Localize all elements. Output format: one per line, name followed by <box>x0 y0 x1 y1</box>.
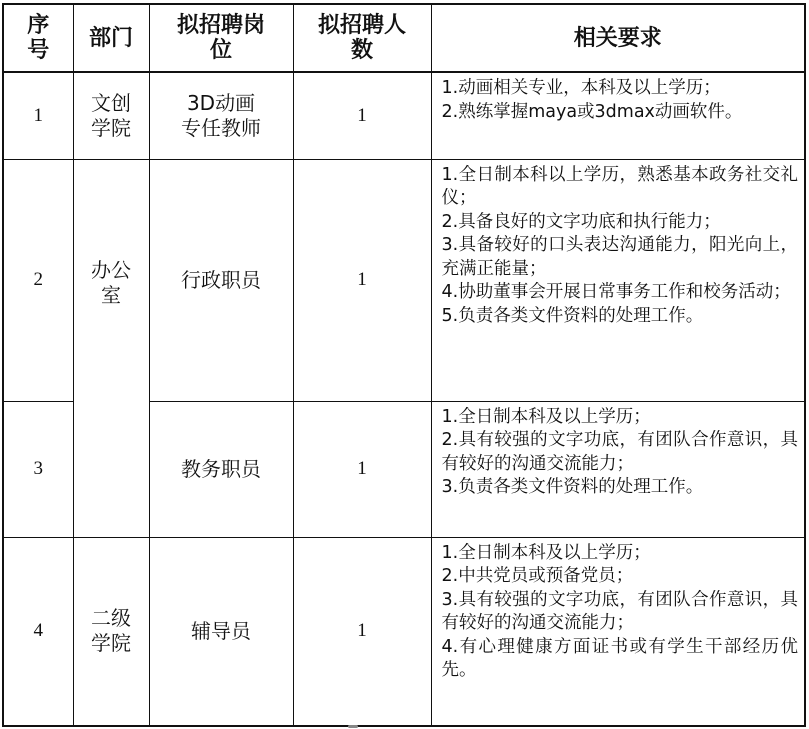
row-number: 2 <box>3 159 73 401</box>
header-position-line: 拟招聘岗 <box>176 13 265 38</box>
department-line: 学院 <box>91 631 131 656</box>
header-requirements-text: 相关要求 <box>573 25 662 51</box>
header-position-line: 位 <box>209 38 232 63</box>
department-line: 二级 <box>91 606 131 631</box>
table-row <box>3 537 805 726</box>
department-line: 学院 <box>91 115 131 140</box>
header-position <box>149 4 293 72</box>
requirement-line: 3.具有较强的文字功底，有团队合作意识，具有较好的沟通交流能力； <box>441 589 798 633</box>
requirement-line: 1.全日制本科及以上学历； <box>441 406 651 427</box>
department-cell <box>73 72 149 159</box>
header-row <box>3 4 805 72</box>
department-cell <box>73 159 149 537</box>
page-edge-mark <box>348 725 358 728</box>
requirement-line: 2.熟练掌握maya或3dmax动画软件。 <box>441 101 743 122</box>
row-number: 3 <box>3 401 73 537</box>
requirement-line: 2.具有较强的文字功底，有团队合作意识，具有较好的沟通交流能力； <box>441 430 798 474</box>
header-requirements <box>431 4 805 72</box>
header-no-line: 序 <box>27 13 50 38</box>
position-line: 辅导员 <box>191 618 251 643</box>
position-cell <box>149 72 293 159</box>
department-cell <box>73 537 149 726</box>
row-number: 1 <box>3 72 73 159</box>
requirement-line: 1.全日制本科以上学历，熟悉基本政务社交礼仪； <box>441 164 798 208</box>
header-no <box>3 4 73 72</box>
requirements-cell <box>431 72 805 159</box>
header-no-line: 号 <box>27 38 50 63</box>
position-line: 专任教师 <box>181 115 261 140</box>
position-line: 行政职员 <box>181 267 261 292</box>
position-line: 教务职员 <box>181 456 261 481</box>
requirement-line: 2.中共党员或预备党员； <box>441 566 634 586</box>
recruitment-table <box>2 3 806 727</box>
requirement-line: 1.动画相关专业，本科及以上学历； <box>441 78 721 98</box>
table-row <box>3 159 805 401</box>
header-dept <box>73 4 149 72</box>
requirement-line: 1.全日制本科及以上学历； <box>441 542 651 563</box>
requirement-line: 3.负责各类文件资料的处理工作。 <box>441 477 704 497</box>
requirements-cell <box>431 159 805 401</box>
position-cell <box>149 159 293 401</box>
requirement-line: 5.负责各类文件资料的处理工作。 <box>441 305 704 326</box>
requirements-cell <box>431 537 805 726</box>
department-line: 办公 <box>91 257 131 282</box>
row-number: 4 <box>3 537 73 726</box>
requirements-cell <box>431 401 805 537</box>
requirement-line: 4.协助董事会开展日常事务工作和校务活动； <box>441 282 791 302</box>
header-count <box>293 4 431 72</box>
position-line: 3D动画 <box>186 90 256 115</box>
requirement-line: 4.有心理健康方面证书或有学生干部经历优先。 <box>441 636 798 680</box>
header-count-line: 数 <box>350 38 373 63</box>
position-cell <box>149 401 293 537</box>
department-line: 室 <box>101 282 121 307</box>
header-dept-text: 部门 <box>88 25 133 51</box>
headcount-cell: 1 <box>293 72 431 159</box>
headcount-cell: 1 <box>293 401 431 537</box>
table-row <box>3 72 805 159</box>
requirement-line: 2.具备良好的文字功底和执行能力； <box>441 211 721 232</box>
requirement-line: 3.具备较好的口头表达沟通能力，阳光向上，充满正能量； <box>441 235 798 279</box>
position-cell <box>149 537 293 726</box>
department-line: 文创 <box>91 90 131 115</box>
headcount-cell: 1 <box>293 159 431 401</box>
headcount-cell: 1 <box>293 537 431 726</box>
header-count-line: 拟招聘人 <box>317 13 406 38</box>
